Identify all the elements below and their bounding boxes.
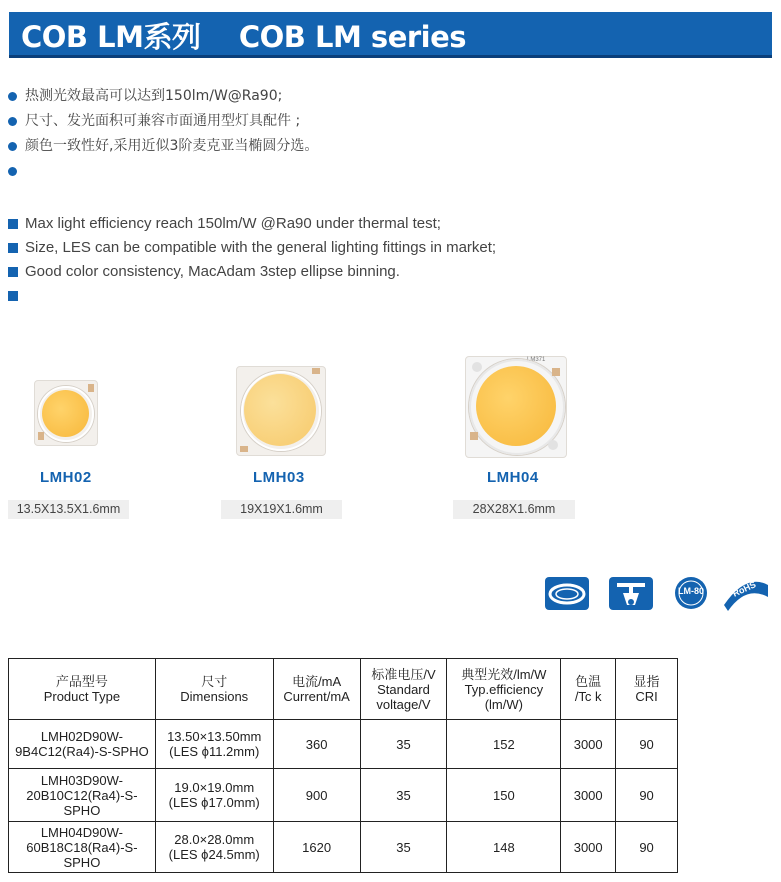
feature-cn-text: 尺寸、发光面积可兼容市面通用型灯具配件 ;: [25, 113, 301, 129]
lm80-text: LM-80: [677, 586, 704, 596]
header-voltage: [360, 659, 447, 720]
bullet-square-icon: [8, 243, 18, 253]
cell-voltage: 35: [360, 720, 447, 769]
cell-voltage: 35: [360, 769, 447, 822]
header-product-type: [9, 659, 156, 720]
cell-cct: 3000: [561, 769, 616, 822]
cell-dimensions: [155, 769, 273, 822]
cell-cri: 90: [616, 769, 678, 822]
feature-en-text: Size, LES can be compatible with the general lighting fittings in market;: [25, 239, 497, 256]
chip-pad: [312, 368, 320, 374]
bullet-dot-icon: [8, 167, 17, 176]
features-cn-list: [8, 84, 318, 184]
header-dimensions: [155, 659, 273, 720]
track-light-icon: [609, 577, 653, 610]
chip-led-lmh03: [244, 374, 316, 446]
bullet-dot-icon: [8, 117, 17, 126]
feature-cn-item: [8, 84, 318, 109]
header-cn: 标准电压/V: [371, 666, 436, 682]
rohs-text: RoHS: [731, 579, 758, 599]
spec-table: [8, 658, 678, 873]
header-en: CRI: [635, 689, 658, 704]
feature-cn-item: [8, 159, 318, 184]
cell-current: 1620: [273, 822, 360, 873]
chip-label-lmh04: LM371: [527, 357, 546, 363]
bullet-dot-icon: [8, 142, 17, 151]
header-cn: 电流/mA: [292, 674, 342, 689]
cell-cri: 90: [616, 822, 678, 873]
cell-dim-les: (LES ϕ24.5mm): [168, 847, 260, 862]
feature-en-item: [8, 236, 496, 260]
feature-en-text: Max light efficiency reach 150lm/W @Ra90 under thermal test;: [25, 215, 441, 232]
lamp-holder-icon: [545, 577, 589, 610]
header-cn: 尺寸: [201, 674, 228, 689]
chip-pad: [38, 432, 44, 440]
product-dim-lmh03: 19X19X1.6mm: [221, 500, 342, 519]
chip-pad: [88, 384, 94, 392]
header-en: Dimensions: [180, 689, 249, 704]
cell-dimensions: [155, 822, 273, 873]
product-dim-lmh04: 28X28X1.6mm: [453, 500, 575, 519]
header-current: [273, 659, 360, 720]
feature-cn-text: 热测光效最高可以达到150lm/W@Ra90;: [25, 88, 283, 104]
feature-cn-text: 颜色一致性好,采用近似3阶麦克亚当椭圆分选。: [25, 138, 319, 154]
feature-en-item: [8, 260, 496, 284]
cell-dim-size: 19.0×19.0mm: [174, 780, 255, 795]
cell-efficiency: 150: [447, 769, 561, 822]
header-efficiency: [447, 659, 561, 720]
features-en-list: [8, 212, 496, 308]
header-en: Standard voltage/V: [376, 681, 431, 712]
feature-cn-item: [8, 109, 318, 134]
feature-en-item: [8, 212, 496, 236]
feature-en-item: [8, 284, 496, 308]
header-cn: 产品型号: [55, 674, 108, 689]
bullet-square-icon: [8, 291, 18, 301]
product-name-lmh02: LMH02: [40, 469, 92, 486]
cell-efficiency: 152: [447, 720, 561, 769]
cell-dim-les: (LES ϕ17.0mm): [168, 795, 260, 810]
cell-type: LMH02D90W-9B4C12(Ra4)-S-SPHO: [9, 720, 156, 769]
cell-current: 360: [273, 720, 360, 769]
header-cn: 典型光效/lm/W: [461, 666, 547, 682]
cell-type: LMH04D90W-60B18C18(Ra4)-S-SPHO: [9, 822, 156, 873]
table-row: [9, 822, 678, 873]
header-en: Typ.efficiency (lm/W): [464, 681, 544, 712]
feature-cn-item: [8, 134, 318, 159]
cell-efficiency: 148: [447, 822, 561, 873]
chip-pad: [470, 432, 478, 440]
header-cri: [616, 659, 678, 720]
cell-dim-les: (LES ϕ11.2mm): [169, 744, 260, 759]
cell-cri: 90: [616, 720, 678, 769]
header-en: Current/mA: [283, 689, 350, 704]
chip-led-lmh04: [476, 366, 556, 446]
cell-voltage: 35: [360, 822, 447, 873]
mount-hole-icon: [548, 440, 558, 450]
chip-led-lmh02: [42, 390, 89, 437]
bullet-square-icon: [8, 219, 18, 229]
product-name-lmh03: LMH03: [253, 469, 305, 486]
rohs-icon: [722, 575, 770, 613]
table-row: [9, 769, 678, 822]
bullet-square-icon: [8, 267, 18, 277]
table-row: [9, 720, 678, 769]
title-banner: [9, 12, 772, 58]
cell-type: LMH03D90W-20B10C12(Ra4)-S-SPHO: [9, 769, 156, 822]
header-cn: 显指: [633, 674, 660, 689]
bullet-dot-icon: [8, 92, 17, 101]
cell-current: 900: [273, 769, 360, 822]
cell-dimensions: [155, 720, 273, 769]
product-name-lmh04: LMH04: [487, 469, 539, 486]
cell-dim-size: 28.0×28.0mm: [174, 832, 255, 847]
header-en: Product Type: [43, 689, 121, 704]
page-title: COB LM系列 COB LM series: [21, 20, 467, 54]
chip-pad: [240, 446, 248, 452]
cell-cct: 3000: [561, 822, 616, 873]
table-header-row: [9, 659, 678, 720]
cell-cct: 3000: [561, 720, 616, 769]
mount-hole-icon: [472, 362, 482, 372]
header-cn: 色温: [575, 674, 602, 689]
lm80-icon: [672, 575, 710, 611]
product-dim-lmh02: 13.5X13.5X1.6mm: [8, 500, 129, 519]
feature-en-text: Good color consistency, MacAdam 3step ellipse binning.: [25, 263, 400, 280]
chip-pad: [552, 368, 560, 376]
header-en: /Tc k: [574, 689, 602, 704]
header-cct: [561, 659, 616, 720]
cell-dim-size: 13.50×13.50mm: [167, 729, 262, 744]
